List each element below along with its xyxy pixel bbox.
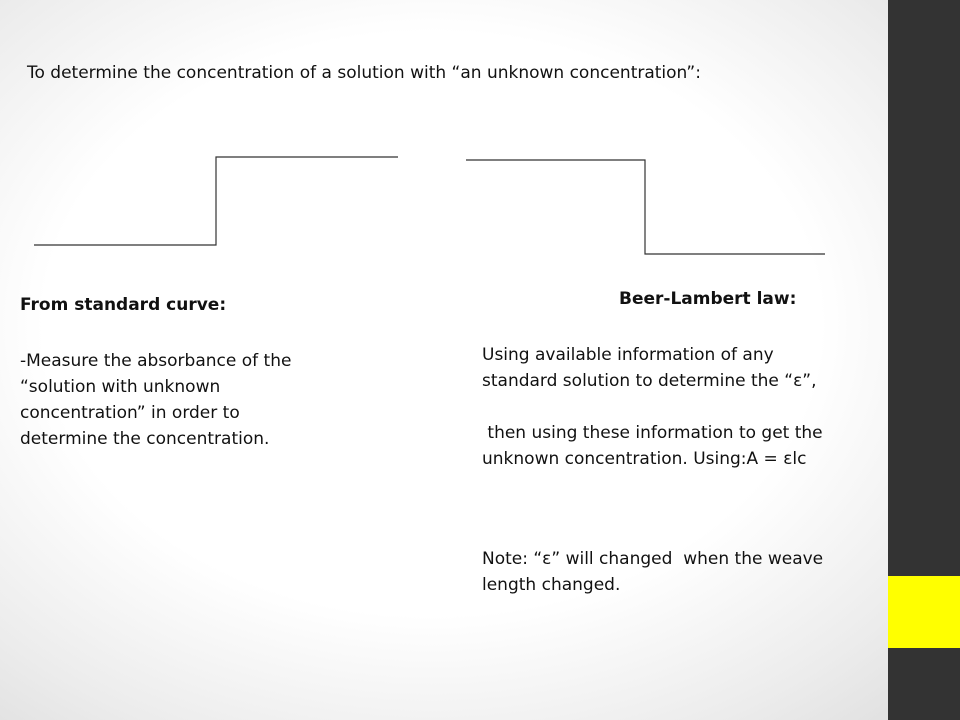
- standard-curve-line: concentration” in order to: [20, 403, 240, 423]
- beer-lambert-line: Using available information of any: [482, 345, 774, 365]
- standard-curve-line: determine the concentration.: [20, 429, 270, 449]
- right-step-connector: [466, 160, 825, 254]
- standard-curve-line: -Measure the absorbance of the: [20, 351, 292, 371]
- note-line: Note: “ɛ” will changed when the weave: [482, 549, 824, 569]
- beer-lambert-note: [482, 546, 823, 598]
- beer-lambert-line: unknown concentration. Using:A = ɛlc: [482, 449, 807, 469]
- standard-curve-line: “solution with unknown: [20, 377, 221, 397]
- beer-lambert-heading: Beer-Lambert law:: [619, 289, 797, 309]
- standard-curve-heading: From standard curve:: [20, 295, 227, 315]
- decorative-accent-block: [888, 576, 960, 648]
- beer-lambert-line: then using these information to get the: [482, 423, 823, 443]
- left-step-connector: [34, 157, 398, 245]
- note-line: length changed.: [482, 575, 621, 595]
- beer-lambert-spacer: [482, 394, 823, 420]
- slide-title: To determine the concentration of a solution with “an unknown concentration”:: [27, 63, 701, 83]
- standard-curve-body: [20, 348, 291, 452]
- beer-lambert-line: standard solution to determine the “ɛ”,: [482, 371, 817, 391]
- beer-lambert-body: [482, 342, 823, 472]
